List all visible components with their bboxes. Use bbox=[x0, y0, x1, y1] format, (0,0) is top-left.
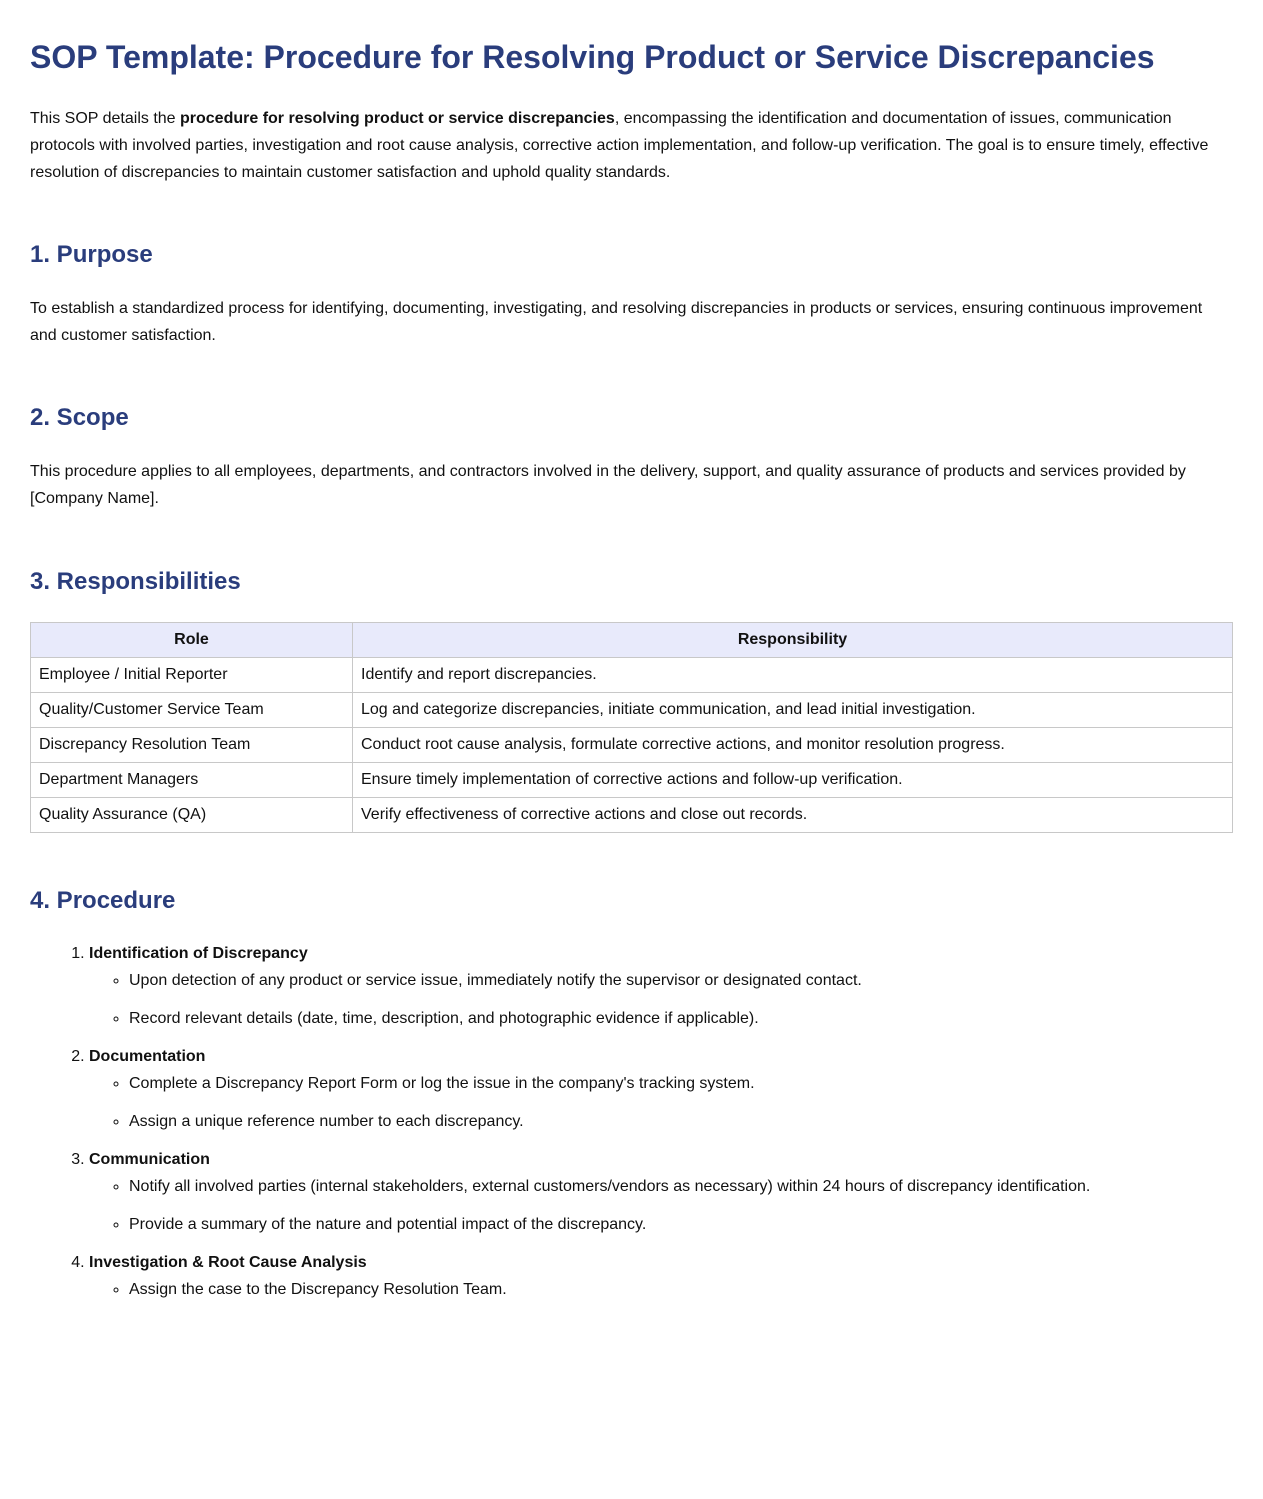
table-row bbox=[31, 728, 1233, 763]
responsibility-cell: Log and categorize discrepancies, initiate communication, and lead initial investigation. bbox=[353, 693, 1233, 728]
column-header-role: Role bbox=[31, 623, 353, 658]
procedure-heading: 4. Procedure bbox=[30, 887, 176, 914]
responsibility-cell: Verify effectiveness of corrective actions and close out records. bbox=[353, 798, 1233, 833]
list-item: ◦ Complete a Discrepancy Report Form or log the issue in the company's tracking system. bbox=[129, 1070, 1233, 1097]
responsibility-cell: Conduct root cause analysis, formulate corrective actions, and monitor resolution progress. bbox=[353, 728, 1233, 763]
column-header-responsibility: Responsibility bbox=[353, 623, 1233, 658]
list-item: ◦ Notify all involved parties (internal stakeholders, external customers/vendors as necessary) within 24 hours of discrepancy identification. bbox=[129, 1173, 1233, 1200]
intro-bold-phrase: procedure for resolving product or service discrepancies bbox=[180, 110, 615, 127]
step-title: Identification of Discrepancy bbox=[89, 945, 308, 962]
step-title: Communication bbox=[89, 1151, 210, 1168]
list-item: ◦ Upon detection of any product or service issue, immediately notify the supervisor or designated contact. bbox=[129, 967, 1233, 994]
table-row bbox=[31, 763, 1233, 798]
role-cell: Department Managers bbox=[31, 763, 353, 798]
responsibility-cell: Ensure timely implementation of corrective actions and follow-up verification. bbox=[353, 763, 1233, 798]
step-title: Investigation & Root Cause Analysis bbox=[89, 1254, 367, 1271]
procedure-step bbox=[89, 1043, 1233, 1135]
step-substeps bbox=[89, 1173, 1233, 1238]
procedure-step bbox=[89, 1249, 1233, 1301]
role-cell: Quality Assurance (QA) bbox=[31, 798, 353, 833]
intro-prefix: This SOP details the bbox=[30, 110, 180, 127]
role-cell: Quality/Customer Service Team bbox=[31, 693, 353, 728]
role-cell: Discrepancy Resolution Team bbox=[31, 728, 353, 763]
intro-paragraph bbox=[30, 105, 1233, 186]
responsibilities-table bbox=[30, 622, 1233, 833]
responsibility-cell: Identify and report discrepancies. bbox=[353, 658, 1233, 693]
procedure-content bbox=[30, 940, 1233, 1301]
list-item: ◦ Assign the case to the Discrepancy Resolution Team. bbox=[129, 1276, 1233, 1301]
scope-heading: 2. Scope bbox=[30, 404, 129, 431]
procedure-step bbox=[89, 1146, 1233, 1238]
procedure-steps bbox=[30, 940, 1233, 1301]
step-substeps bbox=[89, 967, 1233, 1032]
list-item: ◦ Record relevant details (date, time, description, and photographic evidence if applicable). bbox=[129, 1005, 1233, 1032]
step-substeps bbox=[89, 1276, 1233, 1301]
list-item: ◦ Assign a unique reference number to each discrepancy. bbox=[129, 1108, 1233, 1135]
procedure-step bbox=[89, 940, 1233, 1032]
responsibilities-heading: 3. Responsibilities bbox=[30, 568, 241, 595]
intro-suffix: , encompassing the identification and documentation of issues, communication protocols with involved parties, investigation and root cause analysis, corrective action implementation, and follow-up verification. The goal is to ensure timely, effective resolution of discrepancies to maintain customer satisfaction and uphold quality standards. bbox=[30, 110, 1209, 181]
table-row bbox=[31, 658, 1233, 693]
table-header-row bbox=[31, 623, 1233, 658]
step-substeps bbox=[89, 1070, 1233, 1135]
table-row bbox=[31, 693, 1233, 728]
step-title: Documentation bbox=[89, 1048, 206, 1065]
list-item: ◦ Provide a summary of the nature and potential impact of the discrepancy. bbox=[129, 1211, 1233, 1238]
role-cell: Employee / Initial Reporter bbox=[31, 658, 353, 693]
page-title: SOP Template: Procedure for Resolving Product or Service Discrepancies bbox=[30, 39, 1155, 75]
table-row bbox=[31, 798, 1233, 833]
purpose-text: To establish a standardized process for identifying, documenting, investigating, and resolving discrepancies in products or services, ensuring continuous improvement and customer satisfaction. bbox=[30, 300, 1203, 344]
scope-text: This procedure applies to all employees, departments, and contractors involved in the delivery, support, and quality assurance of products and services provided by [Company Name]. bbox=[30, 463, 1186, 507]
purpose-heading: 1. Purpose bbox=[30, 241, 153, 268]
